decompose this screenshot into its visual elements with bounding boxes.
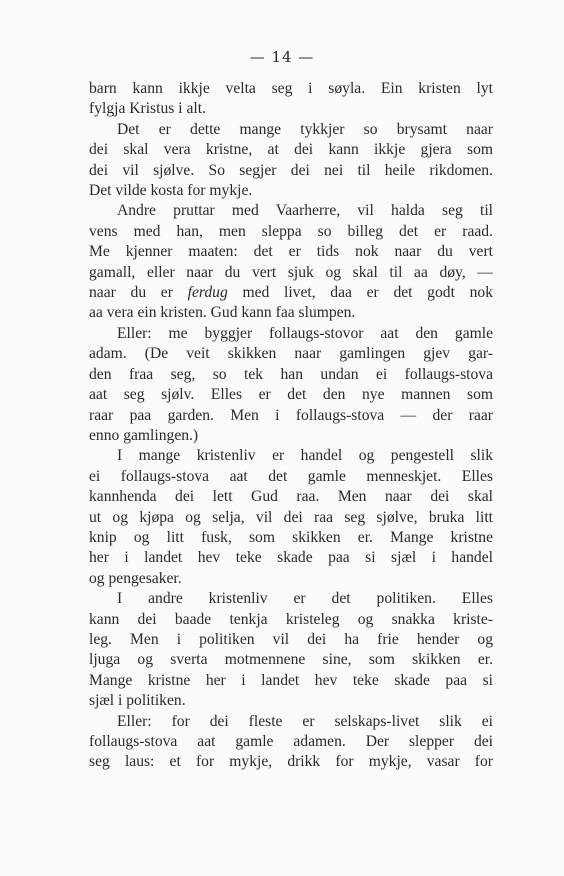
- text-segment: naar du er: [89, 284, 188, 302]
- text-line: den fraa seg, so tek han undan ei follaugs-stova: [89, 365, 493, 383]
- text-line: ljuga og sverta motmennene sine, som skikken er.: [89, 651, 493, 669]
- text-segment: med livet, daa er det godt nok: [227, 284, 493, 302]
- text-line: seg laus: et for mykje, drikk for mykje, vasar for: [89, 753, 493, 771]
- text-line: Me kjenner maaten: det er tids nok naar du vert: [89, 243, 493, 261]
- text-line: follaugs-stova aat gamle adamen. Der slepper dei: [89, 733, 493, 750]
- text-line: ut og kjøpa og selja, vil dei raa seg sjølve, bruka litt: [89, 508, 493, 526]
- text-line: aa vera ein kristen. Gud kann faa slumpen.: [89, 304, 356, 322]
- text-line: kannhenda dei lett Gud raa. Men naar dei skal: [89, 488, 493, 506]
- page-number: — 14 —: [249, 48, 315, 66]
- text-line: enno gamlingen.): [89, 426, 199, 444]
- text-line: raar paa garden. Men i follaugs-stova — der raar: [89, 406, 493, 424]
- text-line: adam. (De veit skikken naar gamlingen gjev gar-: [89, 345, 493, 363]
- text-line: dei vil sjølve. So segjer dei nei til heile rikdomen.: [89, 161, 493, 179]
- text-line: I andre kristenliv er det politiken. Elles: [117, 590, 493, 608]
- text-line: her i landet hev teke skade paa si sjæl i handel: [89, 549, 493, 567]
- text-line: Det vilde kosta for mykje.: [89, 182, 253, 200]
- text-line: Eller: me byggjer follaugs-stovor aat den gamle: [117, 324, 493, 342]
- text-line: ei follaugs-stova aat det gamle menneskjet. Elles: [89, 467, 493, 485]
- text-line: Det er dette mange tykkjer so brysamt naar: [117, 120, 493, 138]
- text-line: knip og litt fusk, som skikken er. Mange kristne: [89, 528, 493, 546]
- text-line: Andre pruttar med Vaarherre, vil halda seg til: [117, 202, 493, 220]
- text-line: I mange kristenliv er handel og pengestell slik: [117, 447, 493, 465]
- text-line: kann dei baade tenkja kristeleg og snakka kriste-: [89, 610, 493, 628]
- text-line: fylgja Kristus i alt.: [89, 100, 206, 118]
- text-line: og pengesaker.: [89, 569, 182, 587]
- text-line: aat seg sjølv. Elles er det den nye mannen som: [89, 386, 493, 404]
- text-line: barn kann ikkje velta seg i søyla. Ein kristen lyt: [89, 80, 493, 97]
- text-line: [89, 283, 493, 303]
- text-line: dei skal vera kristne, at dei kann ikkje gjera som: [89, 141, 493, 159]
- text-line: vens med han, men sleppa so billeg det er raad.: [89, 222, 493, 240]
- text-line: sjæl i politiken.: [89, 692, 186, 710]
- emphasized-word: ferdug: [187, 284, 228, 302]
- text-line: Eller: for dei fleste er selskaps-livet slik ei: [117, 712, 493, 730]
- body-text: [89, 79, 493, 773]
- text-line: leg. Men i politiken vil dei ha frie hender og: [89, 630, 493, 648]
- text-line: gamall, eller naar du vert sjuk og skal til aa døy, —: [89, 263, 493, 281]
- text-line: Mange kristne her i landet hev teke skade paa si: [89, 671, 493, 689]
